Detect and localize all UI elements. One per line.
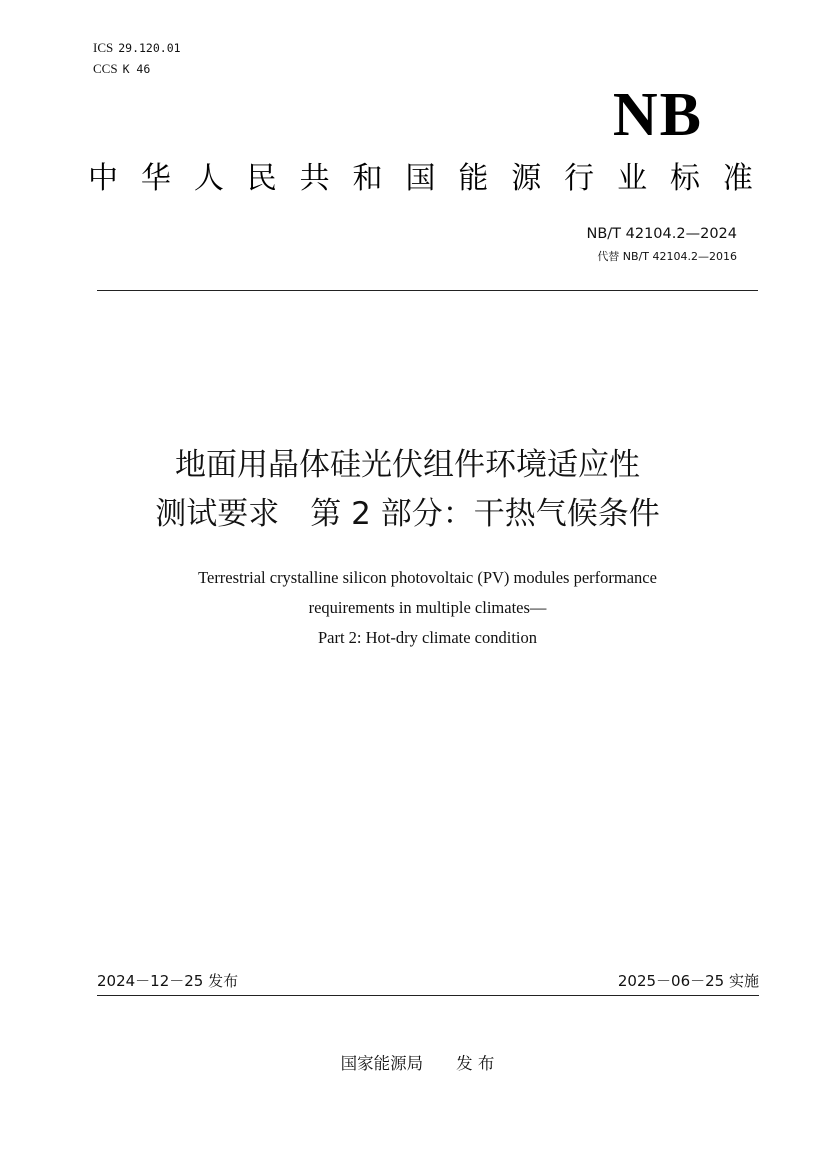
standard-type-char: 业 [617, 161, 648, 196]
standard-type-char: 共 [299, 161, 330, 196]
standard-type-char: 行 [564, 161, 595, 196]
ics-code: 29.120.01 [118, 41, 181, 55]
replaced-standard: 代替 NB/T 42104.2—2016 [597, 250, 737, 263]
footer-divider [97, 995, 759, 996]
ccs-classification [93, 62, 150, 76]
standard-type-char: 标 [669, 161, 700, 196]
header-divider [97, 290, 758, 291]
ics-classification [93, 41, 181, 55]
issue-date: 2024－12－25 发布 [97, 972, 239, 990]
standard-type-char: 能 [458, 161, 489, 196]
standard-type-char: 人 [193, 161, 224, 196]
standard-type-char: 国 [405, 161, 436, 196]
standard-type-char: 和 [352, 161, 383, 196]
standard-type-char: 准 [722, 161, 753, 196]
ccs-label: CCS [93, 61, 118, 76]
title-cn-line1: 地面用晶体硅光伏组件环境适应性 [175, 447, 640, 483]
implementation-date: 2025－06－25 实施 [617, 972, 759, 990]
standard-type-heading [88, 160, 753, 198]
title-en-line3: Part 2: Hot-dry climate condition [317, 628, 538, 647]
nb-logo: NB [612, 81, 703, 149]
issuing-authority: 国家能源局 发 布 [340, 1054, 495, 1073]
standard-type-char: 民 [246, 161, 277, 196]
standard-number: NB/T 42104.2—2024 [586, 226, 737, 242]
title-cn-line2: 测试要求 第 2 部分：干热气候条件 [155, 496, 660, 532]
title-en-line2: requirements in multiple climates— [308, 598, 547, 617]
standard-type-char: 华 [140, 161, 171, 196]
ics-label: ICS [93, 40, 114, 55]
title-en-line1: Terrestrial crystalline silicon photovoltaic (PV) modules performance [198, 568, 657, 587]
standard-type-char: 源 [511, 161, 542, 196]
ccs-code: K 46 [122, 62, 151, 76]
standard-type-char: 中 [88, 161, 118, 196]
